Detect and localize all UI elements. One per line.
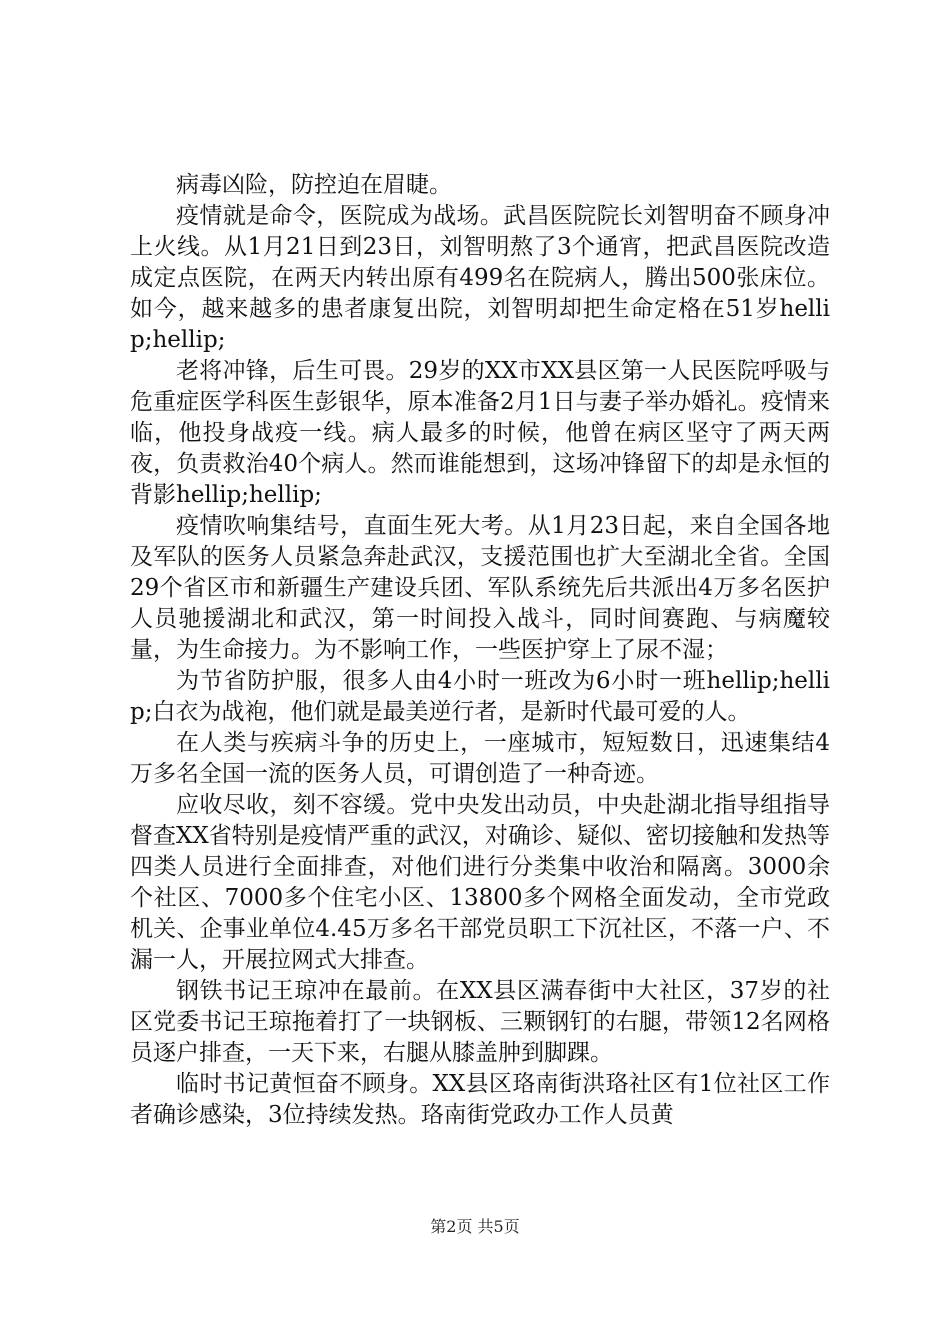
paragraph: 病毒凶险，防控迫在眉睫。	[176, 172, 452, 198]
paragraph: 钢铁书记王琼冲在最前。在XX县区满春街中大社区，37岁的社区党委书记王琼拖着打了一块钢板、三颗钢钉的右腿，带领12名网格员逐户排查，一天下来，右腿从膝盖肿到脚踝。	[130, 978, 830, 1066]
paragraph: 应收尽收，刻不容缓。党中央发出动员，中央赴湖北指导组指导督查XX省特别是疫情严重的武汉，对确诊、疑似、密切接触和发热等四类人员进行全面排查，对他们进行分类集中收治和隔离。3000余个社区、7000多个住宅小区、13800多个网格全面发动，全市党政机关、企事业单位4.45万多名干部党员职工下沉社区，不落一户、不漏一人，开展拉网式大排查。	[130, 792, 830, 973]
paragraph: 疫情吹响集结号，直面生死大考。从1月23日起，来自全国各地及军队的医务人员紧急奔赴武汉，支援范围也扩大至湖北全省。全国29个省区市和新疆生产建设兵团、军队系统先后共派出4万多名医护人员驰援湖北和武汉，第一时间投入战斗，同时间赛跑、与病魔较量，为生命接力。为不影响工作，一些医护穿上了尿不湿；	[130, 513, 830, 663]
paragraph: 在人类与疾病斗争的历史上，一座城市，短短数日，迅速集结4万多名全国一流的医务人员，可谓创造了一种奇迹。	[130, 730, 830, 787]
paragraph: 临时书记黄恒奋不顾身。XX县区珞南街洪珞社区有1位社区工作者确诊感染，3位持续发热。珞南街党政办工作人员黄	[130, 1071, 830, 1128]
paragraph: 老将冲锋，后生可畏。29岁的XX市XX县区第一人民医院呼吸与危重症医学科医生彭银华，原本准备2月1日与妻子举办婚礼。疫情来临，他投身战疫一线。病人最多的时候，他曾在病区坚守了两天两夜，负责救治40个病人。然而谁能想到，这场冲锋留下的却是永恒的背影hellip;hellip;	[130, 358, 830, 508]
page-number-footer: 第2页 共5页	[430, 1217, 520, 1236]
paragraph: 疫情就是命令，医院成为战场。武昌医院院长刘智明奋不顾身冲上火线。从1月21日到23日，刘智明熬了3个通宵，把武昌医院改造成定点医院，在两天内转出原有499名在院病人，腾出500张床位。如今，越来越多的患者康复出院，刘智明却把生命定格在51岁hellip;hellip;	[130, 203, 830, 353]
document-body	[130, 170, 830, 1131]
paragraph: 为节省防护服，很多人由4小时一班改为6小时一班hellip;hellip;白衣为战袍，他们就是最美逆行者，是新时代最可爱的人。	[130, 668, 830, 725]
